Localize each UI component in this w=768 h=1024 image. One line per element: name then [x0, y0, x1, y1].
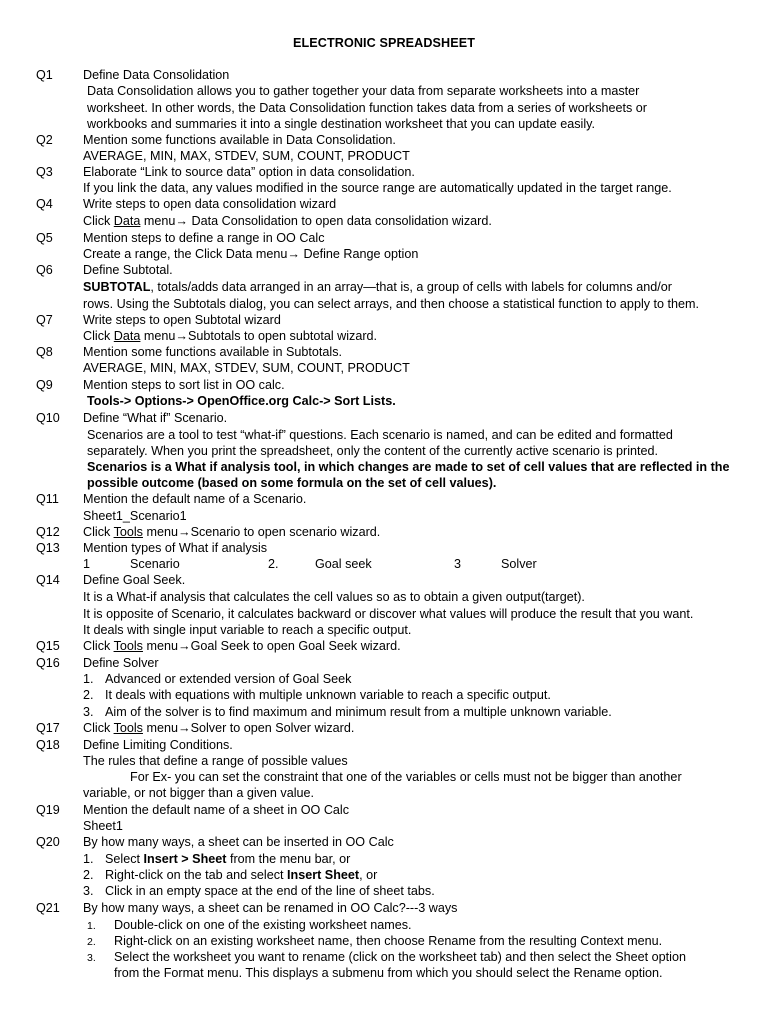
question-number: Q10 — [36, 411, 60, 425]
answer-suffix: menu→ Data Consolidation to open data consolidation wizard. — [140, 214, 492, 228]
answer-suffix: , totals/adds data arranged in an array—that is, a group of cells with labels for columns and/or — [150, 280, 672, 294]
question-text: Mention steps to define a range in OO Calc — [83, 231, 325, 245]
option-number: 1 — [83, 557, 91, 571]
question-number: Q19 — [36, 803, 60, 817]
question-number: Q20 — [36, 835, 60, 849]
question-number: Q14 — [36, 573, 60, 587]
answer-text — [83, 279, 748, 295]
question-text: By how many ways, a sheet can be inserted in OO Calc — [83, 835, 394, 849]
list-item-text: Click in an empty space at the end of the line of sheet tabs. — [105, 884, 435, 898]
list-item-continuation: from the Format menu. This displays a submenu from which you should select the Rename option. — [114, 966, 663, 980]
menu-name: Data — [113, 214, 141, 228]
question-number: Q8 — [36, 345, 53, 359]
answer-text: Scenarios are a tool to test “what-if” questions. Each scenario is named, and can be edited and formatted — [87, 428, 673, 442]
list-item-text: Right-click on the tab and select — [105, 868, 288, 882]
question-number: Q4 — [36, 197, 53, 211]
list-number: 1. — [83, 852, 94, 866]
answer-suffix: menu→Subtotals to open subtotal wizard. — [140, 329, 378, 343]
question-number: Q9 — [36, 378, 53, 392]
answer-text: Tools-> Options-> OpenOffice.org Calc-> Sort Lists. — [87, 394, 396, 408]
question-text: Mention the default name of a sheet in OO Calc — [83, 803, 350, 817]
question-text: Mention types of What if analysis — [83, 541, 268, 555]
list-item — [83, 704, 748, 720]
answer-text: possible outcome (based on some formula on the set of cell values). — [87, 476, 497, 490]
question-number: Q17 — [36, 721, 60, 735]
question-number: Q15 — [36, 639, 60, 653]
answer-text: It is opposite of Scenario, it calculates backward or discover what values will produce the result that you want. — [83, 607, 694, 621]
list-item — [83, 867, 748, 883]
list-item-text: Double-click on one of the existing worksheet names. — [114, 918, 412, 932]
question-number: Q13 — [36, 541, 60, 555]
question-text: Mention some functions available in Subtotals. — [83, 345, 343, 359]
question-text: Write steps to open Subtotal wizard — [83, 313, 281, 327]
answer-prefix: Click — [83, 214, 114, 228]
answer-text: AVERAGE, MIN, MAX, STDEV, SUM, COUNT, PRODUCT — [83, 361, 410, 375]
menu-name: Tools — [113, 639, 143, 653]
question-number: Q12 — [36, 525, 60, 539]
answer-text: variable, or not bigger than a given value. — [83, 786, 315, 800]
answer-text: It is a What-if analysis that calculates the cell values so as to obtain a given output(target). — [83, 590, 585, 604]
list-item — [83, 883, 748, 899]
question-text: Define Goal Seek. — [83, 573, 186, 587]
question-number: Q21 — [36, 901, 60, 915]
list-item — [87, 917, 748, 934]
answer-text: If you link the data, any values modified in the source range are automatically updated in the target range. — [83, 181, 672, 195]
answer-text: Create a range, the Click Data menu→ Define Range option — [83, 247, 419, 261]
answer-text: Sheet1 — [83, 819, 123, 833]
menu-name: Data — [113, 329, 141, 343]
answer-text: rows. Using the Subtotals dialog, you can select arrays, and then choose a statistical function to apply to them. — [83, 297, 700, 311]
answer-prefix: Click — [83, 525, 114, 539]
option-text: Scenario — [130, 557, 180, 571]
option-number: 2. — [268, 557, 279, 571]
list-item-text: Right-click on an existing worksheet name, then choose Rename from the resulting Context menu. — [114, 934, 663, 948]
answer-text: Sheet1_Scenario1 — [83, 509, 187, 523]
list-number: 1. — [83, 672, 94, 686]
list-item — [83, 671, 748, 687]
list-number: 2. — [83, 688, 94, 702]
answer-text — [83, 524, 748, 540]
question-text: Elaborate “Link to source data” option in data consolidation. — [83, 165, 415, 179]
answer-suffix: menu→Goal Seek to open Goal Seek wizard. — [142, 639, 401, 653]
answer-text: worksheet. In other words, the Data Consolidation function takes data from a series of worksheets or — [87, 101, 648, 115]
list-number: 2. — [83, 868, 94, 882]
list-number: 3. — [87, 952, 96, 964]
answer-prefix: Click — [83, 721, 114, 735]
answer-text: Data Consolidation allows you to gather together your data from separate worksheets into a master — [87, 84, 640, 98]
answer-text — [83, 720, 748, 736]
answer-text: AVERAGE, MIN, MAX, STDEV, SUM, COUNT, PRODUCT — [83, 149, 410, 163]
answer-term: SUBTOTAL — [83, 280, 151, 294]
option-text: Solver — [501, 557, 537, 571]
list-number: 3. — [83, 705, 94, 719]
menu-command: Insert Sheet — [287, 868, 360, 882]
list-item — [83, 687, 748, 703]
question-text: Mention some functions available in Data Consolidation. — [83, 133, 396, 147]
question-number: Q5 — [36, 231, 53, 245]
list-number: 2. — [87, 936, 96, 948]
option-text: Goal seek — [315, 557, 372, 571]
question-number: Q16 — [36, 656, 60, 670]
question-number: Q18 — [36, 738, 60, 752]
answer-text: Scenarios is a What if analysis tool, in which changes are made to set of cell values that are reflected in the — [87, 460, 730, 474]
answer-text: For Ex- you can set the constraint that one of the variables or cells must not be bigger than another — [130, 770, 682, 784]
answer-suffix: menu→Scenario to open scenario wizard. — [142, 525, 381, 539]
menu-name: Tools — [113, 721, 143, 735]
answer-prefix: Click — [83, 639, 114, 653]
list-item-text: from the menu bar, or — [226, 852, 351, 866]
list-item-text: Aim of the solver is to find maximum and minimum result from a multiple unknown variable. — [105, 705, 612, 719]
question-number: Q2 — [36, 133, 53, 147]
list-number: 1. — [87, 920, 96, 932]
list-item-text: , or — [359, 868, 378, 882]
question-number: Q1 — [36, 68, 53, 82]
list-item-text: Select — [105, 852, 144, 866]
question-text: Mention the default name of a Scenario. — [83, 492, 307, 506]
list-item-text: It deals with equations with multiple unknown variable to reach a specific output. — [105, 688, 551, 702]
answer-text — [83, 638, 748, 654]
question-number: Q3 — [36, 165, 53, 179]
answer-text: The rules that define a range of possible values — [83, 754, 348, 768]
page-title: ELECTRONIC SPREADSHEET — [292, 36, 476, 50]
question-text: Define Solver — [83, 656, 159, 670]
list-item-text: Select the worksheet you want to rename (click on the worksheet tab) and then select the Sheet option — [114, 950, 686, 964]
answer-text: It deals with single input variable to reach a specific output. — [83, 623, 412, 637]
list-item — [83, 851, 748, 867]
question-text: Define Limiting Conditions. — [83, 738, 233, 752]
list-item — [87, 949, 748, 966]
answer-prefix: Click — [83, 329, 114, 343]
answer-suffix: menu→Solver to open Solver wizard. — [142, 721, 355, 735]
answer-text: separately. When you print the spreadsheet, only the content of the currently active scenario is printed. — [87, 444, 658, 458]
answer-text: workbooks and summaries it into a single destination worksheet that you can update easily. — [87, 117, 595, 131]
question-number: Q6 — [36, 263, 53, 277]
question-text: Define “What if” Scenario. — [83, 411, 228, 425]
question-text: Write steps to open data consolidation wizard — [83, 197, 337, 211]
answer-text — [83, 213, 748, 229]
question-text: Mention steps to sort list in OO calc. — [83, 378, 285, 392]
menu-name: Tools — [113, 525, 143, 539]
question-number: Q7 — [36, 313, 53, 327]
question-text: Define Data Consolidation — [83, 68, 230, 82]
list-item — [87, 933, 748, 950]
question-text: By how many ways, a sheet can be renamed in OO Calc?---3 ways — [83, 901, 458, 915]
question-text: Define Subtotal. — [83, 263, 173, 277]
question-number: Q11 — [36, 492, 59, 506]
answer-text — [83, 328, 748, 344]
menu-command: Insert > Sheet — [143, 852, 227, 866]
list-item-text: Advanced or extended version of Goal Seek — [105, 672, 352, 686]
list-number: 3. — [83, 884, 94, 898]
option-number: 3 — [454, 557, 462, 571]
